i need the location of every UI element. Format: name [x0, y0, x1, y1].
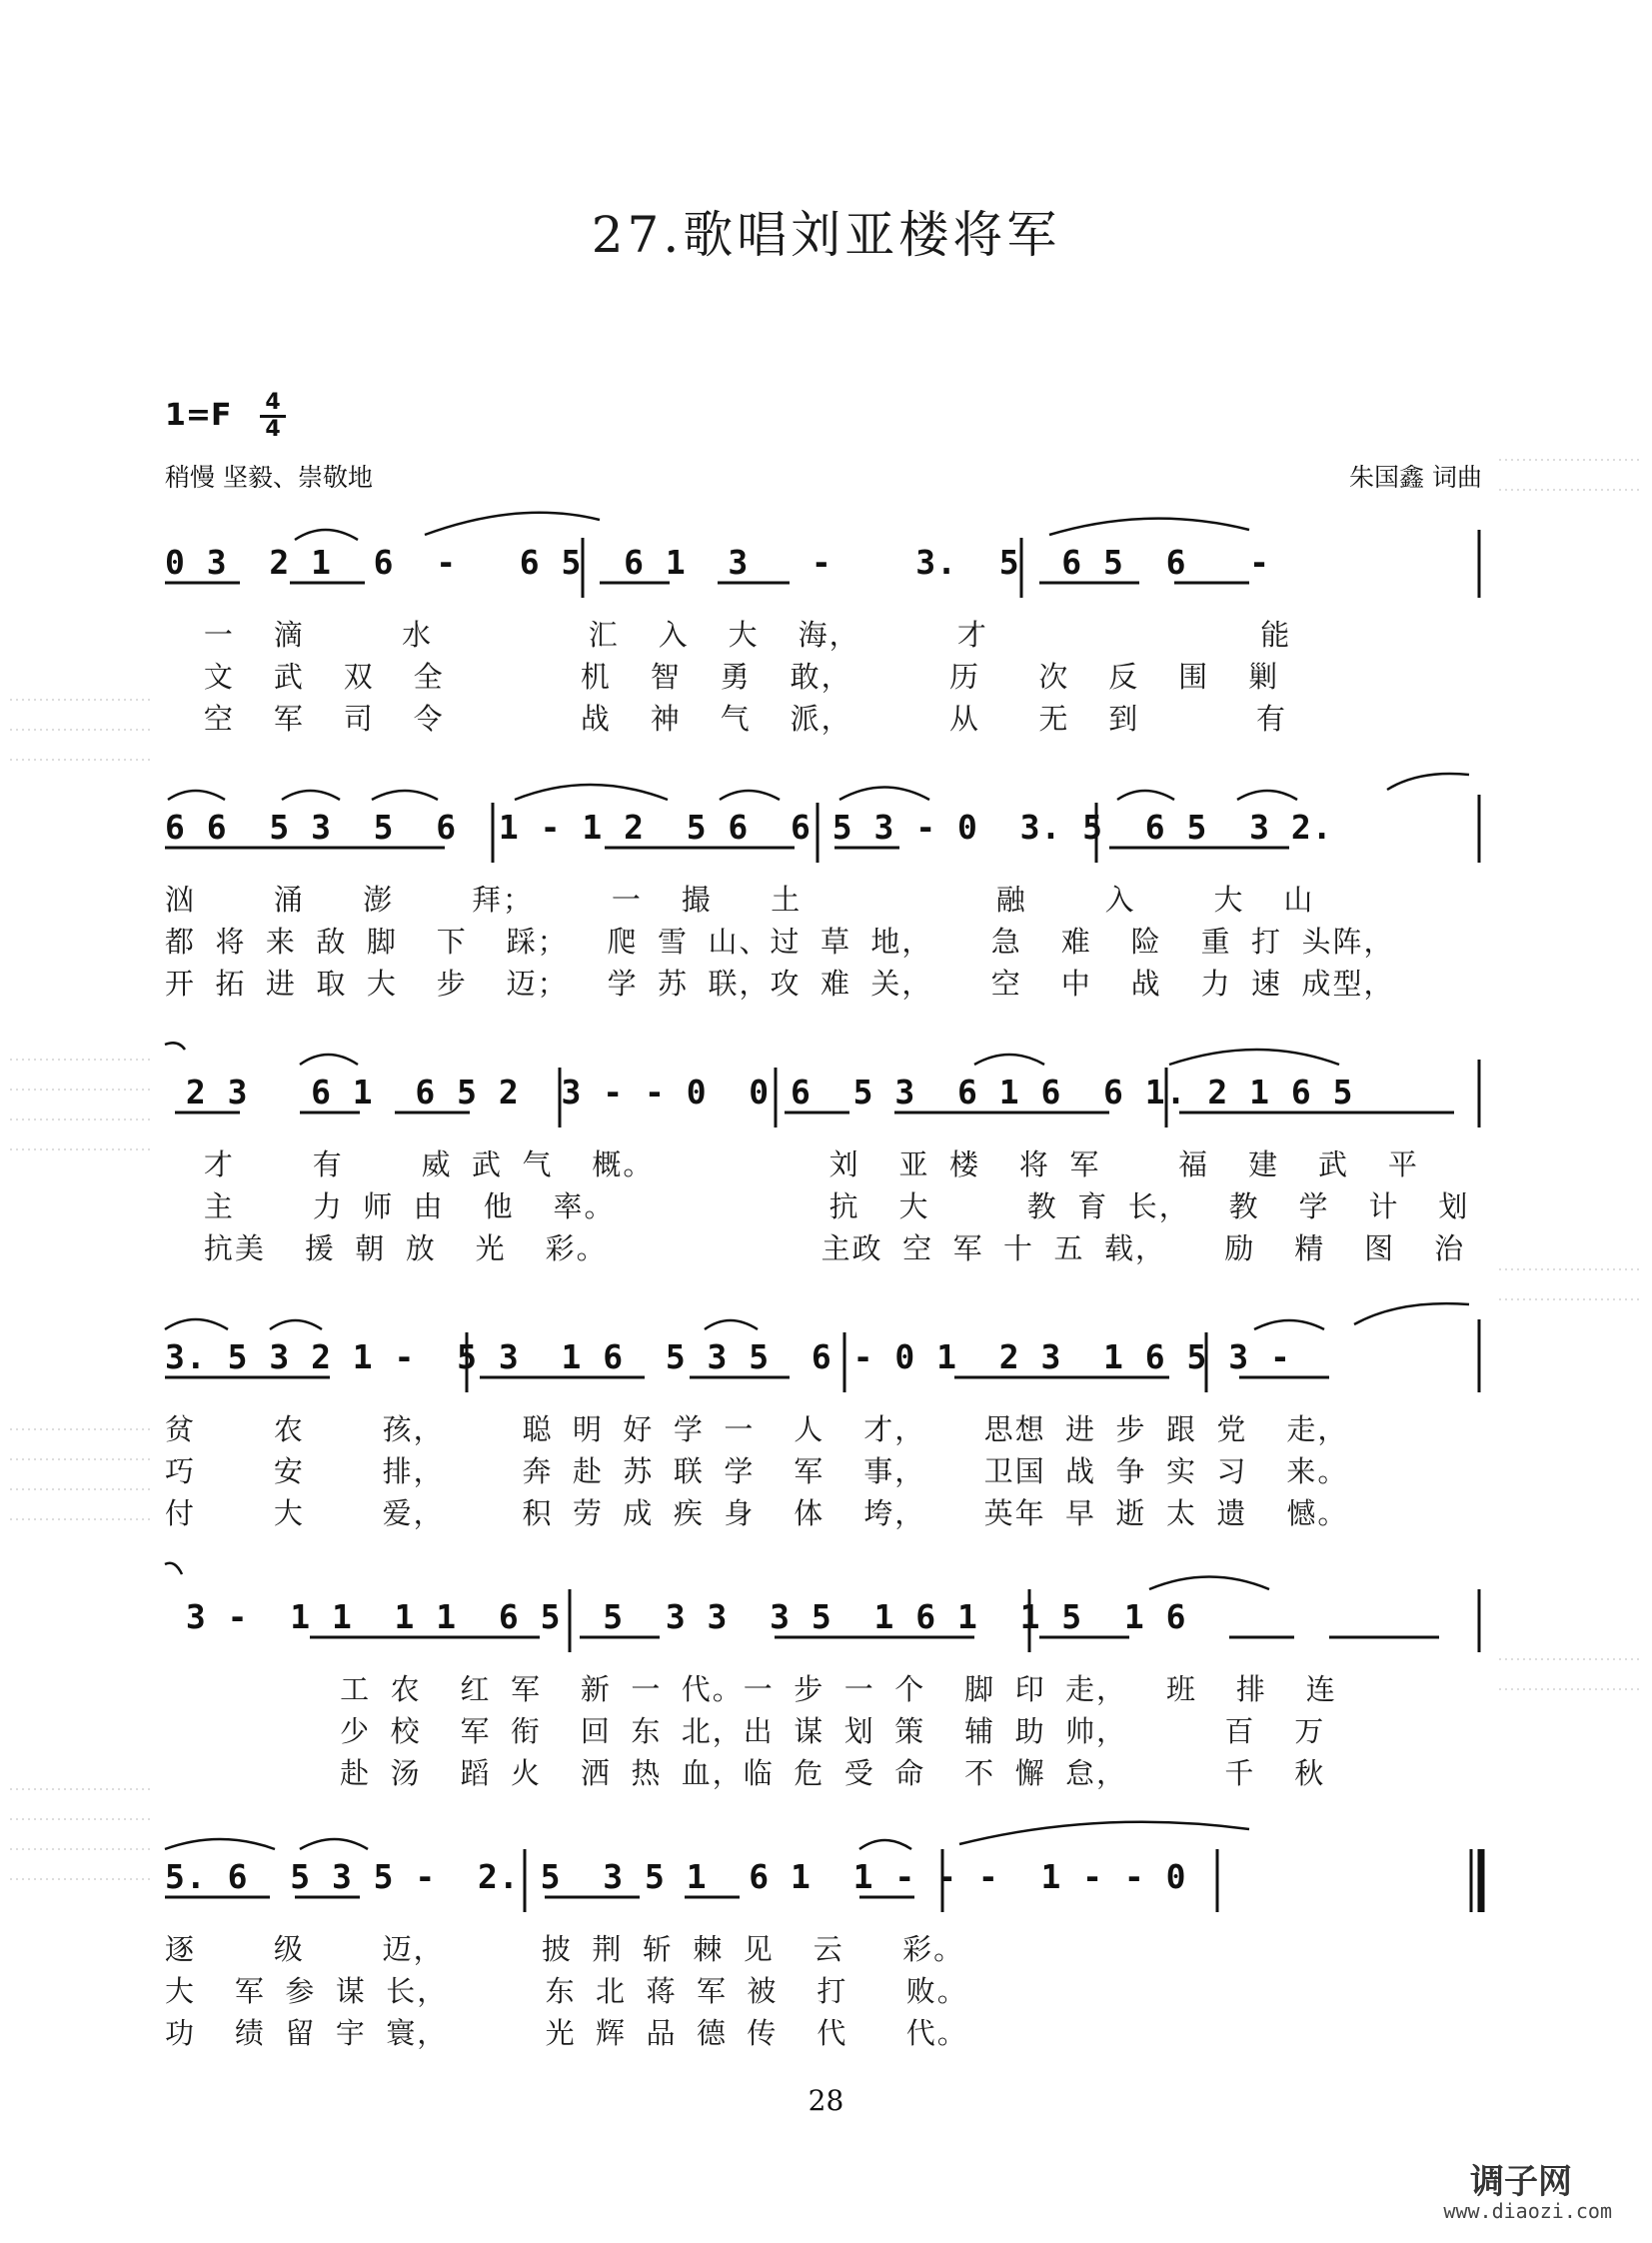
slur [959, 1822, 1249, 1844]
slur [282, 791, 340, 800]
song-title: 27.歌唱刘亚楼将军 [591, 206, 1061, 264]
lyrics-system-6-verse-2: 大 军 参 谋 长， 东 北 蒋 军 被 打 败。 [165, 1974, 968, 2008]
slur [372, 791, 438, 800]
lyrics-system-2-verse-2: 都 将 来 敌 脚 下 踩； 爬 雪 山、过 草 地， 急 难 险 重 打 头阵， [165, 925, 1395, 959]
slur [165, 1319, 228, 1329]
slur [1387, 774, 1469, 790]
slur [165, 1563, 182, 1574]
slur [1149, 1577, 1269, 1590]
slur [300, 1839, 368, 1849]
slur [705, 1320, 758, 1329]
slur [165, 1839, 275, 1849]
slur [1169, 1050, 1339, 1065]
notes-system-4: 3. 5 3 2 1 - 5 3 1 6 5 3 5 6 - 0 1 2 3 1 6 5 3 - [165, 1337, 1291, 1376]
lyrics-system-3-verse-1: 才 有 威 武 气 概。 刘 亚 楼 将 军 福 建 武 平 [165, 1147, 1419, 1181]
lyrics-system-5-verse-1: 工 农 红 军 新 一 代。一 步 一 个 脚 印 走， 班 排 连 [165, 1672, 1337, 1706]
slur [1354, 1303, 1469, 1324]
lyrics-system-2-verse-3: 开 拓 进 取 大 步 迈； 学 苏 联，攻 难 关， 空 中 战 力 速 成型， [165, 967, 1395, 1001]
notes-system-1: 0 3 2 1 6 - 6 5 6 1 3 - 3. 5 6 5 6 - [165, 543, 1270, 582]
slur [720, 791, 780, 800]
slur [270, 1320, 322, 1329]
watermark-url: www.diaozi.com [1443, 2199, 1612, 2223]
slur [515, 785, 668, 800]
lyrics-system-1-verse-3: 空 军 司 令 战 神 气 派， 从 无 到 有 [165, 702, 1288, 736]
lyrics-system-2-verse-1: 汹 涌 澎 拜； 一 撮 土 融 入 大 山 [165, 883, 1315, 917]
slur [168, 791, 225, 800]
lyrics-system-1-verse-2: 文 武 双 全 机 智 勇 敢， 历 次 反 围 剿 [165, 660, 1280, 694]
lyrics-system-6-verse-3: 功 绩 留 宇 寰， 光 辉 品 德 传 代 代。 [165, 2016, 968, 2050]
lyrics-system-5-verse-3: 赴 汤 蹈 火 洒 热 血，临 危 受 命 不 懈 怠， 千 秋 [165, 1756, 1326, 1790]
notes-system-2: 6 6 5 3 5 6 1 - 1 2 5 6 6 5 3 - 0 3. 5 6 5 3 2. [165, 808, 1333, 847]
key-signature: 1=F [165, 398, 232, 433]
page-number: 28 [808, 2084, 844, 2117]
slur [1254, 1320, 1324, 1329]
notes-system-3: 2 3 6 1 6 5 2 3 - - 0 0 6 5 3 6 1 6 6 1. 2 1 6 5 [165, 1073, 1354, 1112]
slur [839, 788, 929, 801]
notes-system-5: 3 - 1 1 1 1 6 5 5 3 3 3 5 1 6 1 1 5 1 6 [165, 1597, 1187, 1636]
tempo-marking: 稍慢 坚毅、崇敬地 [165, 463, 373, 492]
notes-system-6: 5. 6 5 3 5 - 2. 5 3 5 1 6 1 1 - - - 1 - - 0 [165, 1857, 1187, 1896]
meter-top: 4 [265, 390, 281, 415]
lyrics-system-3-verse-2: 主 力 师 由 他 率。 抗 大 教 育 长， 教 学 计 划 [165, 1189, 1470, 1223]
meter-bottom: 4 [265, 417, 281, 442]
composer-credit: 朱国鑫 词曲 [1349, 463, 1482, 492]
slur [300, 1055, 358, 1065]
watermark-site-name: 调子网 [1470, 2162, 1572, 2202]
slur [1049, 519, 1249, 535]
slur [1117, 791, 1174, 800]
lyrics-system-6-verse-1: 逐 级 迈， 披 荆 斩 棘 见 云 彩。 [165, 1932, 965, 1966]
lyrics-system-4-verse-1: 贫 农 孩， 聪 明 好 学 一 人 才， 思想 进 步 跟 党 走， [165, 1412, 1349, 1446]
lyrics-system-1-verse-1: 一 滴 水 汇 入 大 海， 才 能 [165, 618, 1292, 652]
slur [295, 530, 358, 540]
slur [974, 1055, 1044, 1065]
slur [425, 513, 600, 535]
lyrics-system-4-verse-3: 付 大 爱， 积 劳 成 疾 身 体 垮， 英年 早 逝 太 遗 憾。 [165, 1496, 1349, 1530]
slur [165, 1043, 185, 1050]
slur [859, 1840, 911, 1849]
lyrics-system-5-verse-2: 少 校 军 衔 回 东 北，出 谋 划 策 辅 助 帅， 百 万 [165, 1714, 1326, 1748]
lyrics-system-4-verse-2: 巧 安 排， 奔 赴 苏 联 学 军 事， 卫国 战 争 实 习 来。 [165, 1454, 1349, 1488]
slur [1237, 791, 1297, 800]
lyrics-system-3-verse-3: 抗美 援 朝 放 光 彩。 主政 空 军 十 五 载， 励 精 图 治 [165, 1231, 1466, 1265]
